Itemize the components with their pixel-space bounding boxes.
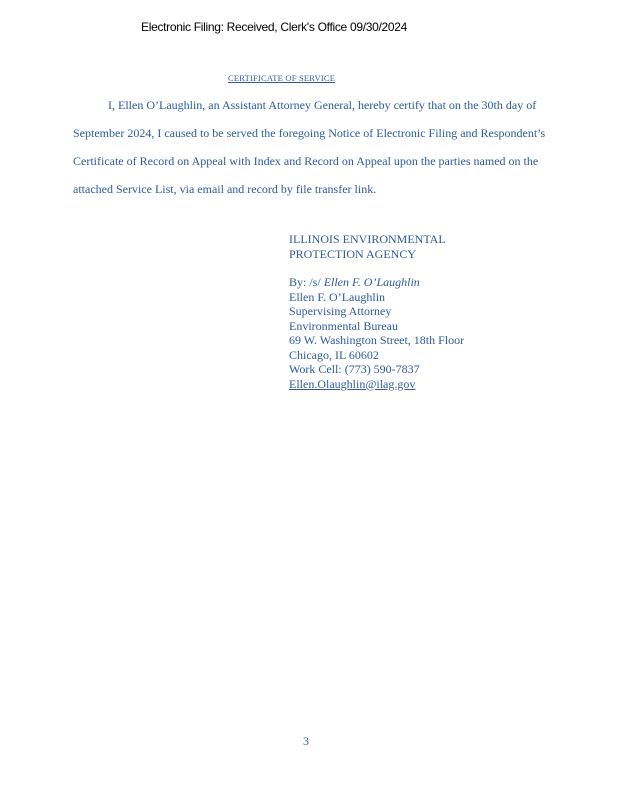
- certificate-line-1: I, Ellen O’Laughlin, an Assistant Attorney General, hereby certify that on the 30th day of: [108, 98, 537, 112]
- filing-stamp: Electronic Filing: Received, Clerk's Office 09/30/2024: [141, 20, 408, 34]
- by-prefix: By: /s/: [289, 275, 324, 289]
- signature-line: [289, 275, 464, 290]
- spacer: [289, 261, 464, 275]
- signer-email-link[interactable]: Ellen.Olaughlin@ilag.gov: [289, 376, 416, 391]
- page-number: 3: [303, 734, 309, 748]
- signer-name: Ellen F. O’Laughlin: [289, 289, 386, 304]
- signer-bureau: Environmental Bureau: [289, 318, 398, 333]
- agency-name-line-2: PROTECTION AGENCY: [289, 246, 417, 261]
- certificate-line-2: September 2024, I caused to be served the foregoing Notice of Electronic Filing and Respondent’s: [73, 126, 546, 140]
- signer-city: Chicago, IL 60602: [289, 347, 379, 362]
- signer-address: 69 W. Washington Street, 18th Floor: [289, 333, 465, 347]
- certificate-title: CERTIFICATE OF SERVICE: [228, 73, 336, 83]
- certificate-line-3: Certificate of Record on Appeal with Index and Record on Appeal upon the parties named on the: [73, 154, 539, 168]
- signer-phone: Work Cell: (773) 590-7837: [289, 362, 420, 376]
- signer-signature: Ellen F. O’Laughlin: [323, 275, 420, 289]
- signature-block: [289, 232, 464, 391]
- certificate-line-4: attached Service List, via email and record by file transfer link.: [73, 182, 377, 196]
- signer-role: Supervising Attorney: [289, 304, 392, 318]
- agency-name-line-1: ILLINOIS ENVIRONMENTAL: [289, 232, 446, 246]
